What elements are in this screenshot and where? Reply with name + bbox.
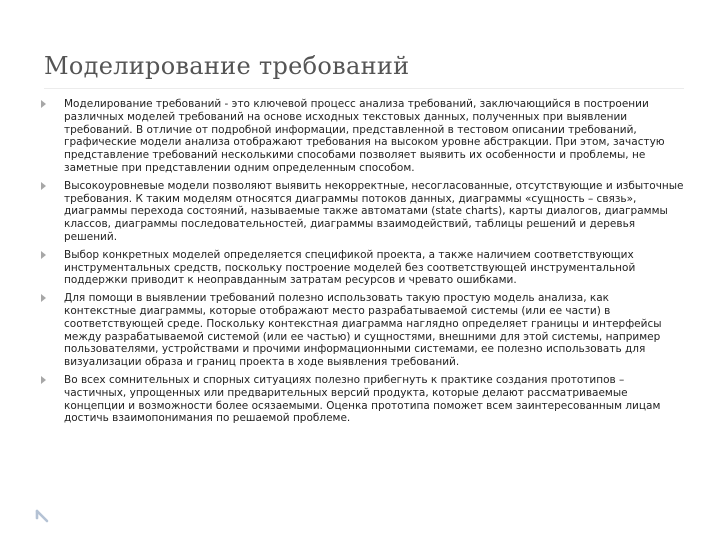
triangle-right-icon (41, 251, 46, 259)
bullet-text: Для помощи в выявлении требований полезно использовать такую простую модель анализа, как контекстные диаграммы, которые отображают место разрабатываемой системы (или ее части) в соответствующей среде. Поскольку контекстная диаграмма наглядно определяет границы и интерфейсы между разрабатываемой системой (или ее частью) и сущностями, внешними для этой системы, например пользователями, устройствами и прочими информационными системами, ее полезно использовать для визуализации образа и границ проекта в ходе выявления требований. (64, 292, 662, 369)
title-divider (44, 88, 684, 89)
bullet-text: Выбор конкретных моделей определяется спецификой проекта, а также наличием соответствующих инструментальных средств, поскольку построение моделей без соответствующей инструментальной поддержки приводит к неоправданным затратам ресурсов и чревато ошибками. (64, 248, 636, 287)
triangle-right-icon (41, 294, 46, 302)
bullet-item (38, 374, 684, 425)
bullet-text: Моделирование требований - это ключевой процесс анализа требований, заключающийся в построении различных моделей требований на основе исходных текстовых данных, полученных при выявлении требований. В отличие от подробной информации, представленной в тестовом описании требований, графические модели анализа отображают требования на высоком уровне абстракции. При этом, зачастую представление требований несколькими способами позволяет выявить их особенности и проблемы, не заметные при представлении одним определенным способом. (64, 98, 665, 174)
bullet-list (38, 98, 684, 430)
corner-arrow-icon (34, 508, 50, 524)
bullet-item (38, 98, 684, 175)
triangle-right-icon (41, 376, 46, 384)
bullet-text: Во всех сомнительных и спорных ситуациях полезно прибегнуть к практике создания прототипов – частичных, упрощенных или предварительных версий продукта, которые делают рассматриваемые концепции и возможности более осязаемыми. Оценка прототипа поможет всем заинтересованным лицам достичь взаимопонимания по решаемой проблеме. (64, 373, 661, 425)
bullet-item (38, 180, 684, 244)
triangle-right-icon (41, 100, 46, 108)
bullet-item (38, 249, 684, 287)
slide-title: Моделирование требований (44, 52, 410, 80)
bullet-item (38, 292, 684, 369)
bullet-text: Высокоуровневые модели позволяют выявить некорректные, несогласованные, отсутствующие и избыточные требования. К таким моделям относятся диаграммы потоков данных, диаграммы «сущность – связь», диаграммы перехода состояний, называемые также автоматами (state charts), карты диалогов, диаграммы классов, диаграммы последовательностей, диаграммы взаимодействий, таблицы решений и деревья решений. (64, 179, 684, 243)
triangle-right-icon (41, 182, 46, 190)
